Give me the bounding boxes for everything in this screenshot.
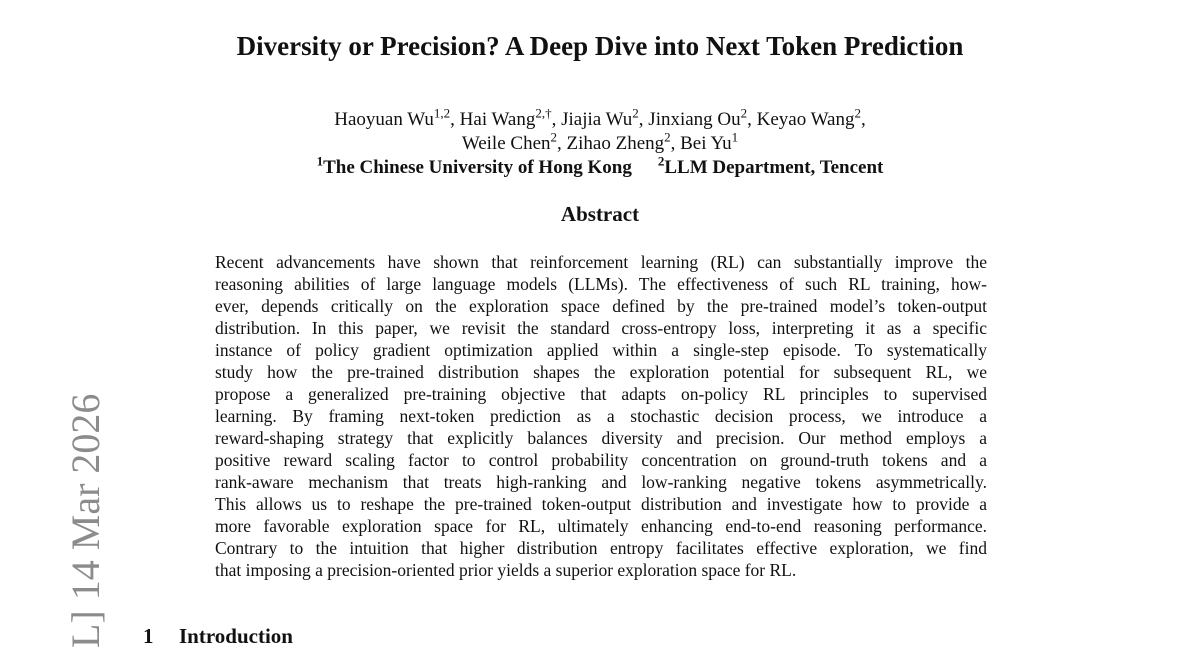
abstract-line: distribution. In this paper, we revisit the standard cross-entropy loss, interpreting it as a specific (215, 318, 987, 338)
abstract-heading: Abstract (560, 202, 640, 226)
section-title: Introduction (179, 624, 293, 648)
author-separator: , (551, 109, 562, 130)
author-affiliation-mark: 2,† (535, 105, 552, 121)
abstract-line: reasoning abilities of large language models (LLMs). The effectiveness of such RL training, how- (215, 274, 987, 294)
author-affiliation-mark: 2 (550, 129, 558, 145)
abstract-body (215, 251, 987, 581)
abstract-line: reward-shaping strategy that explicitly balances diversity and precision. Our method employs a (215, 428, 987, 448)
author-affiliation-mark: 1,2 (433, 105, 451, 121)
author-name: Bei Yu (680, 133, 732, 154)
author-separator: , (557, 133, 567, 154)
arxiv-margin-stamp: L] 14 Mar 2026 (63, 393, 108, 648)
abstract-line: propose a generalized pre-training objective that adapts on-policy RL principles to supervised (215, 384, 987, 404)
section-heading-introduction (143, 622, 293, 650)
affiliation-name: LLM Department, Tencent (664, 157, 884, 178)
abstract-line: more favorable exploration space for RL, ultimately enhancing end-to-end reasoning performance. (215, 516, 987, 536)
abstract-line: Contrary to the intuition that higher distribution entropy facilitates effective exploration, we find (215, 538, 987, 558)
abstract-line: ever, depends critically on the exploration space defined by the pre-trained model’s token-output (215, 296, 987, 316)
abstract-line: rank-aware mechanism that treats high-ranking and low-ranking negative tokens asymmetrically. (215, 472, 987, 492)
author-name: Zihao Zheng (566, 133, 665, 154)
author-name: Haoyuan Wu (334, 109, 434, 130)
author-line-2 (0, 129, 1200, 156)
author-block (0, 105, 1200, 180)
author-affiliation-mark: 2 (854, 105, 861, 121)
abstract-line: positive reward scaling factor to control probability concentration on ground-truth tokens and a (215, 450, 987, 470)
abstract-line: Recent advancements have shown that reinforcement learning (RL) can substantially improve the (215, 252, 987, 272)
author-affiliation-mark: 2 (632, 105, 639, 121)
author-affiliation-mark: 2 (664, 129, 671, 145)
affiliation-line (0, 153, 1200, 180)
abstract-line: learning. By framing next-token prediction as a stochastic decision process, we introduce a (215, 406, 987, 426)
abstract-line: study how the pre-trained distribution shapes the exploration potential for subsequent RL, we (215, 362, 987, 382)
author-affiliation-mark: 1 (731, 129, 739, 145)
author-separator: , (861, 109, 866, 130)
abstract-line: This allows us to reshape the pre-trained token-output distribution and investigate how to provide a (215, 494, 987, 514)
affiliation-name: The Chinese University of Hong Kong (323, 157, 632, 178)
author-name: Hai Wang (459, 109, 536, 130)
author-name: Jiajia Wu (561, 109, 633, 130)
affiliation-mark: 1 (316, 153, 324, 169)
affiliation-mark: 2 (657, 153, 665, 169)
author-separator: , (638, 109, 649, 130)
author-separator: , (747, 109, 757, 130)
author-line-1 (0, 105, 1200, 132)
abstract-line: instance of policy gradient optimization applied within a single-step episode. To systematically (215, 340, 987, 360)
author-name: Jinxiang Ou (648, 109, 741, 130)
paper-title: Diversity or Precision? A Deep Dive into Next Token Prediction (236, 31, 964, 61)
author-affiliation-mark: 2 (740, 105, 748, 121)
author-separator: , (670, 133, 681, 154)
author-name: Keyao Wang (756, 109, 855, 130)
author-separator: , (450, 109, 460, 130)
author-name: Weile Chen (461, 133, 551, 154)
abstract-line: that imposing a precision-oriented prior yields a superior exploration space for RL. (215, 560, 797, 580)
section-number: 1 (143, 624, 154, 648)
